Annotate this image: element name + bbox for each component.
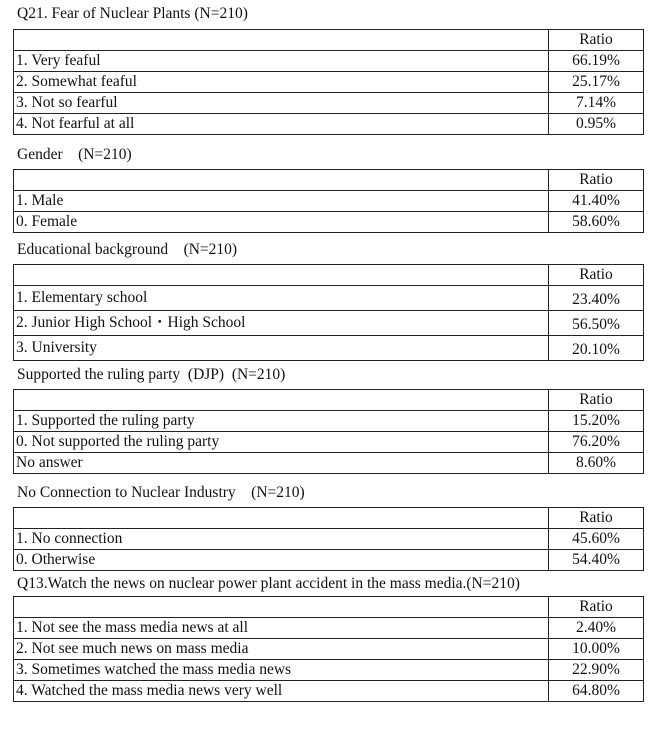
row-label: 1. Very feaful xyxy=(14,51,549,72)
table-mass-media xyxy=(13,596,644,702)
header-ratio: Ratio xyxy=(549,508,644,529)
table-row xyxy=(14,311,644,336)
row-value: 8.60% xyxy=(549,453,644,474)
table-row xyxy=(14,336,644,361)
header-empty-cell xyxy=(14,390,549,411)
row-label: 0. Otherwise xyxy=(14,550,549,571)
section-title-ruling-party: Supported the ruling party (DJP) (N=210) xyxy=(17,366,286,383)
table-row xyxy=(14,618,644,639)
row-value: 10.00% xyxy=(549,639,644,660)
table-row xyxy=(14,191,644,212)
row-value: 54.40% xyxy=(549,550,644,571)
row-value: 7.14% xyxy=(549,93,644,114)
table-row xyxy=(14,660,644,681)
header-empty-cell xyxy=(14,508,549,529)
table-row xyxy=(14,681,644,702)
table-header-row xyxy=(14,265,644,286)
table-header-row xyxy=(14,30,644,51)
row-label: 2. Somewhat feaful xyxy=(14,72,549,93)
table-row xyxy=(14,639,644,660)
row-value: 58.60% xyxy=(549,212,644,233)
row-value: 66.19% xyxy=(549,51,644,72)
row-value: 76.20% xyxy=(549,432,644,453)
header-ratio: Ratio xyxy=(549,30,644,51)
row-value: 2.40% xyxy=(549,618,644,639)
row-value: 45.60% xyxy=(549,529,644,550)
header-ratio: Ratio xyxy=(549,265,644,286)
row-label: 1. Not see the mass media news at all xyxy=(14,618,549,639)
row-label: 3. Sometimes watched the mass media news xyxy=(14,660,549,681)
row-label: 1. Male xyxy=(14,191,549,212)
header-ratio: Ratio xyxy=(549,390,644,411)
table-nuclear-connection xyxy=(13,507,644,571)
row-value: 15.20% xyxy=(549,411,644,432)
section-title-mass-media: Q13.Watch the news on nuclear power plant accident in the mass media.(N=210) xyxy=(17,575,520,592)
row-label: 1. Elementary school xyxy=(14,286,549,311)
row-label: 4. Not fearful at all xyxy=(14,114,549,135)
row-label: No answer xyxy=(14,453,549,474)
row-label: 1. Supported the ruling party xyxy=(14,411,549,432)
row-value: 23.40% xyxy=(549,286,644,311)
table-ruling-party xyxy=(13,389,644,474)
table-header-row xyxy=(14,508,644,529)
table-gender xyxy=(13,169,644,233)
row-label: 2. Not see much news on mass media xyxy=(14,639,549,660)
table-row xyxy=(14,114,644,135)
table-row xyxy=(14,51,644,72)
header-ratio: Ratio xyxy=(549,597,644,618)
row-label: 0. Not supported the ruling party xyxy=(14,432,549,453)
section-title-education: Educational background (N=210) xyxy=(17,241,238,258)
header-empty-cell xyxy=(14,597,549,618)
row-value: 25.17% xyxy=(549,72,644,93)
table-row xyxy=(14,529,644,550)
section-title-fear: Q21. Fear of Nuclear Plants (N=210) xyxy=(17,5,248,22)
table-education xyxy=(13,264,644,361)
table-header-row xyxy=(14,390,644,411)
header-empty-cell xyxy=(14,265,549,286)
table-row xyxy=(14,286,644,311)
table-row xyxy=(14,453,644,474)
row-value: 41.40% xyxy=(549,191,644,212)
row-label: 1. No connection xyxy=(14,529,549,550)
section-title-gender: Gender (N=210) xyxy=(17,146,132,163)
section-title-nuclear-connection: No Connection to Nuclear Industry (N=210) xyxy=(17,484,305,501)
row-label: 4. Watched the mass media news very well xyxy=(14,681,549,702)
row-value: 64.80% xyxy=(549,681,644,702)
row-value: 20.10% xyxy=(549,336,644,361)
row-label: 0. Female xyxy=(14,212,549,233)
header-ratio: Ratio xyxy=(549,170,644,191)
table-row xyxy=(14,432,644,453)
table-row xyxy=(14,212,644,233)
table-row xyxy=(14,93,644,114)
row-value: 0.95% xyxy=(549,114,644,135)
table-row xyxy=(14,411,644,432)
row-value: 56.50% xyxy=(549,311,644,336)
table-row xyxy=(14,550,644,571)
row-value: 22.90% xyxy=(549,660,644,681)
row-label: 2. Junior High School・High School xyxy=(14,311,549,336)
table-fear xyxy=(13,29,644,135)
row-label: 3. Not so fearful xyxy=(14,93,549,114)
header-empty-cell xyxy=(14,30,549,51)
header-empty-cell xyxy=(14,170,549,191)
row-label: 3. University xyxy=(14,336,549,361)
table-header-row xyxy=(14,597,644,618)
table-row xyxy=(14,72,644,93)
table-header-row xyxy=(14,170,644,191)
